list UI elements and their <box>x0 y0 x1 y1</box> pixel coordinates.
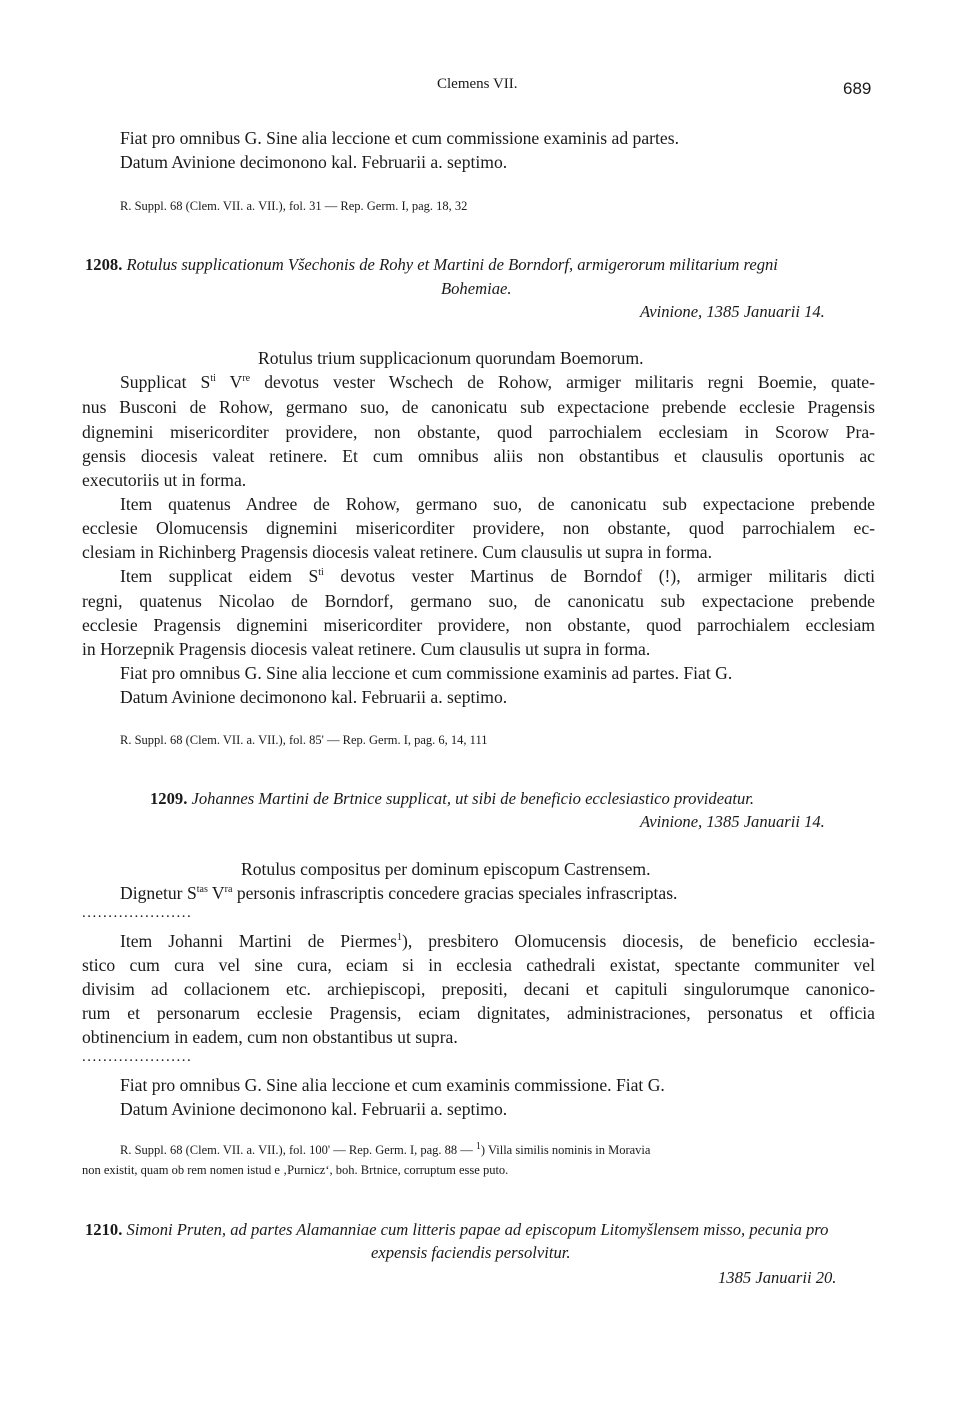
e1209-line-5: rum et personarum ecclesie Pragensis, eciam dignitates, administraciones, personatus et officia <box>82 1003 875 1023</box>
e1207-datum-line: Datum Avinione decimonono kal. Februarii a. septimo. <box>120 152 508 172</box>
e1209-l1b: V <box>207 883 225 903</box>
e1208-archival-reference: R. Suppl. 68 (Clem. VII. a. VII.), fol. 85' — Rep. Germ. I, pag. 6, 14, 111 <box>120 733 488 747</box>
e1208-line-6: Item quatenus Andree de Rohow, germano suo, de canonicatu sub expectacione prebende <box>120 494 875 514</box>
e1209-ref1a: R. Suppl. 68 (Clem. VII. a. VII.), fol. 100' — Rep. Germ. I, pag. 88 — <box>120 1143 476 1157</box>
e1209-l2-footnote-mark: 1 <box>396 932 402 944</box>
e1207-fiat-line: Fiat pro omnibus G. Sine alia leccione et cum commissione examinis ad partes. <box>120 128 679 148</box>
e1209-l1c: personis infrascriptis concedere gracias speciales infrascriptas. <box>232 883 678 903</box>
running-title: Clemens VII. <box>437 76 518 92</box>
e1210-regest-line1 <box>85 1220 828 1240</box>
e1209-datum-line: Datum Avinione decimonono kal. Februarii a. septimo. <box>120 1099 508 1119</box>
e1208-number: 1208. <box>85 255 123 274</box>
ellipsis-separator: ..................... <box>82 1049 193 1065</box>
e1209-number: 1209. <box>150 789 188 808</box>
e1208-line-7: ecclesie Olomucensis dignemini misericorditer providere, non obstante, quod parrochialem ec- <box>82 518 875 538</box>
e1209-l1a: Dignetur S <box>120 883 197 903</box>
e1210-regest-line2: expensis faciendis persolvitur. <box>371 1243 571 1262</box>
e1208-line-10: regni, quatenus Nicolao de Borndorf, germano suo, de canonicatu sub expectacione prebende <box>82 591 875 611</box>
e1209-line-2 <box>120 929 875 953</box>
e1209-l1-sup2: ra <box>224 884 233 896</box>
ellipsis-separator: ..................... <box>82 905 193 921</box>
e1209-ref-footnote-mark: 1 <box>475 1140 481 1152</box>
e1210-date: 1385 Januarii 20. <box>718 1268 837 1287</box>
e1209-heading: Rotulus compositus per dominum episcopum Castrensem. <box>241 859 651 879</box>
e1208-l1a: Supplicat S <box>120 372 211 392</box>
e1209-date: Avinione, 1385 Januarii 14. <box>640 812 825 831</box>
e1209-archival-reference <box>120 1140 651 1158</box>
e1208-l1b: V <box>215 372 243 392</box>
e1208-heading: Rotulus trium supplicacionum quorundam Boemorum. <box>258 348 644 368</box>
e1208-l1c: devotus vester Wschech de Rohow, armiger militaris regni Boemie, quate- <box>250 372 875 392</box>
e1208-date: Avinione, 1385 Januarii 14. <box>640 302 825 321</box>
e1208-fiat-line: Fiat pro omnibus G. Sine alia leccione et cum commissione examinis ad partes. Fiat G. <box>120 663 733 683</box>
e1208-l9-sup: ti <box>318 567 324 579</box>
e1208-line-2: nus Busconi de Rohow, germano suo, de canonicatu sub expectacione prebende ecclesie Pragensis <box>82 397 875 417</box>
e1208-line-12: in Horzepnik Pragensis diocesis valeat retinere. Cum clausulis ut supra in forma. <box>82 639 651 659</box>
e1209-l2b: ), presbitero Olomucensis diocesis, de beneficio ecclesia- <box>401 931 875 951</box>
e1207-archival-reference: R. Suppl. 68 (Clem. VII. a. VII.), fol. 31 — Rep. Germ. I, pag. 18, 32 <box>120 199 468 213</box>
e1209-line-6: obtinencium in eadem, cum non obstantibus ut supra. <box>82 1027 458 1047</box>
e1208-line-9 <box>120 564 875 588</box>
e1208-line-3: dignemini misericorditer providere, non obstante, quod parrochialem ecclesiam in Scorow Pra- <box>82 422 875 442</box>
e1209-regest-text: Johannes Martini de Brtnice supplicat, ut sibi de beneficio ecclesiastico provideatur. <box>191 789 755 808</box>
e1208-regest-line1 <box>85 255 778 275</box>
e1208-line-5: executoriis ut in forma. <box>82 470 247 490</box>
e1208-l1-sup2: re <box>242 373 251 385</box>
e1208-line-8: clesiam in Richinberg Pragensis diocesis valeat retinere. Cum clausulis ut supra in forma. <box>82 542 712 562</box>
e1208-line-4: gensis diocesis valeat retinere. Et cum omnibus aliis non obstantibus et clausulis oportunis ac <box>82 446 875 466</box>
e1208-l9b: devotus vester Martinus de Borndof (!), armiger militaris dicti <box>323 566 875 586</box>
e1209-line-4: divisim ad collacionem etc. archiepiscopi, prepositi, decani et capituli singulorumque canonico- <box>82 979 875 999</box>
e1209-l1-sup1: tas <box>196 884 208 896</box>
e1209-footnote: non existit, quam ob rem nomen istud e ‚Purnicz‘, boh. Brtnice, corruptum esse puto. <box>82 1163 509 1177</box>
e1208-line-11: ecclesie Pragensis dignemini misericorditer providere, non obstante, quod parrochialem ecclesiam <box>82 615 875 635</box>
e1209-l2a: Item Johanni Martini de Piermes <box>120 931 397 951</box>
e1208-l9a: Item supplicat eidem S <box>120 566 319 586</box>
e1208-datum-line: Datum Avinione decimonono kal. Februarii a. septimo. <box>120 687 508 707</box>
e1209-line-3: stico cum cura vel sine cura, eciam si in ecclesia cathedrali existat, spectante communiter vel <box>82 955 875 975</box>
e1209-fiat-line: Fiat pro omnibus G. Sine alia leccione et cum examinis commissione. Fiat G. <box>120 1075 665 1095</box>
e1209-ref1b: ) Villa similis nominis in Moravia <box>480 1143 651 1157</box>
e1209-regest <box>150 789 754 809</box>
e1210-regest-text: Simoni Pruten, ad partes Alamanniae cum litteris papae ad episcopum Litomyšlensem misso, pecunia pro <box>126 1220 829 1239</box>
e1210-number: 1210. <box>85 1220 123 1239</box>
e1209-line-1 <box>120 881 677 905</box>
e1208-line-1 <box>120 370 875 394</box>
e1208-l1-sup1: ti <box>210 373 216 385</box>
page-number: 689 <box>843 79 872 98</box>
e1208-regest-text: Rotulus supplicationum Všechonis de Rohy et Martini de Borndorf, armigerorum militarium regni <box>126 255 778 274</box>
e1208-regest-line2: Bohemiae. <box>441 279 512 298</box>
